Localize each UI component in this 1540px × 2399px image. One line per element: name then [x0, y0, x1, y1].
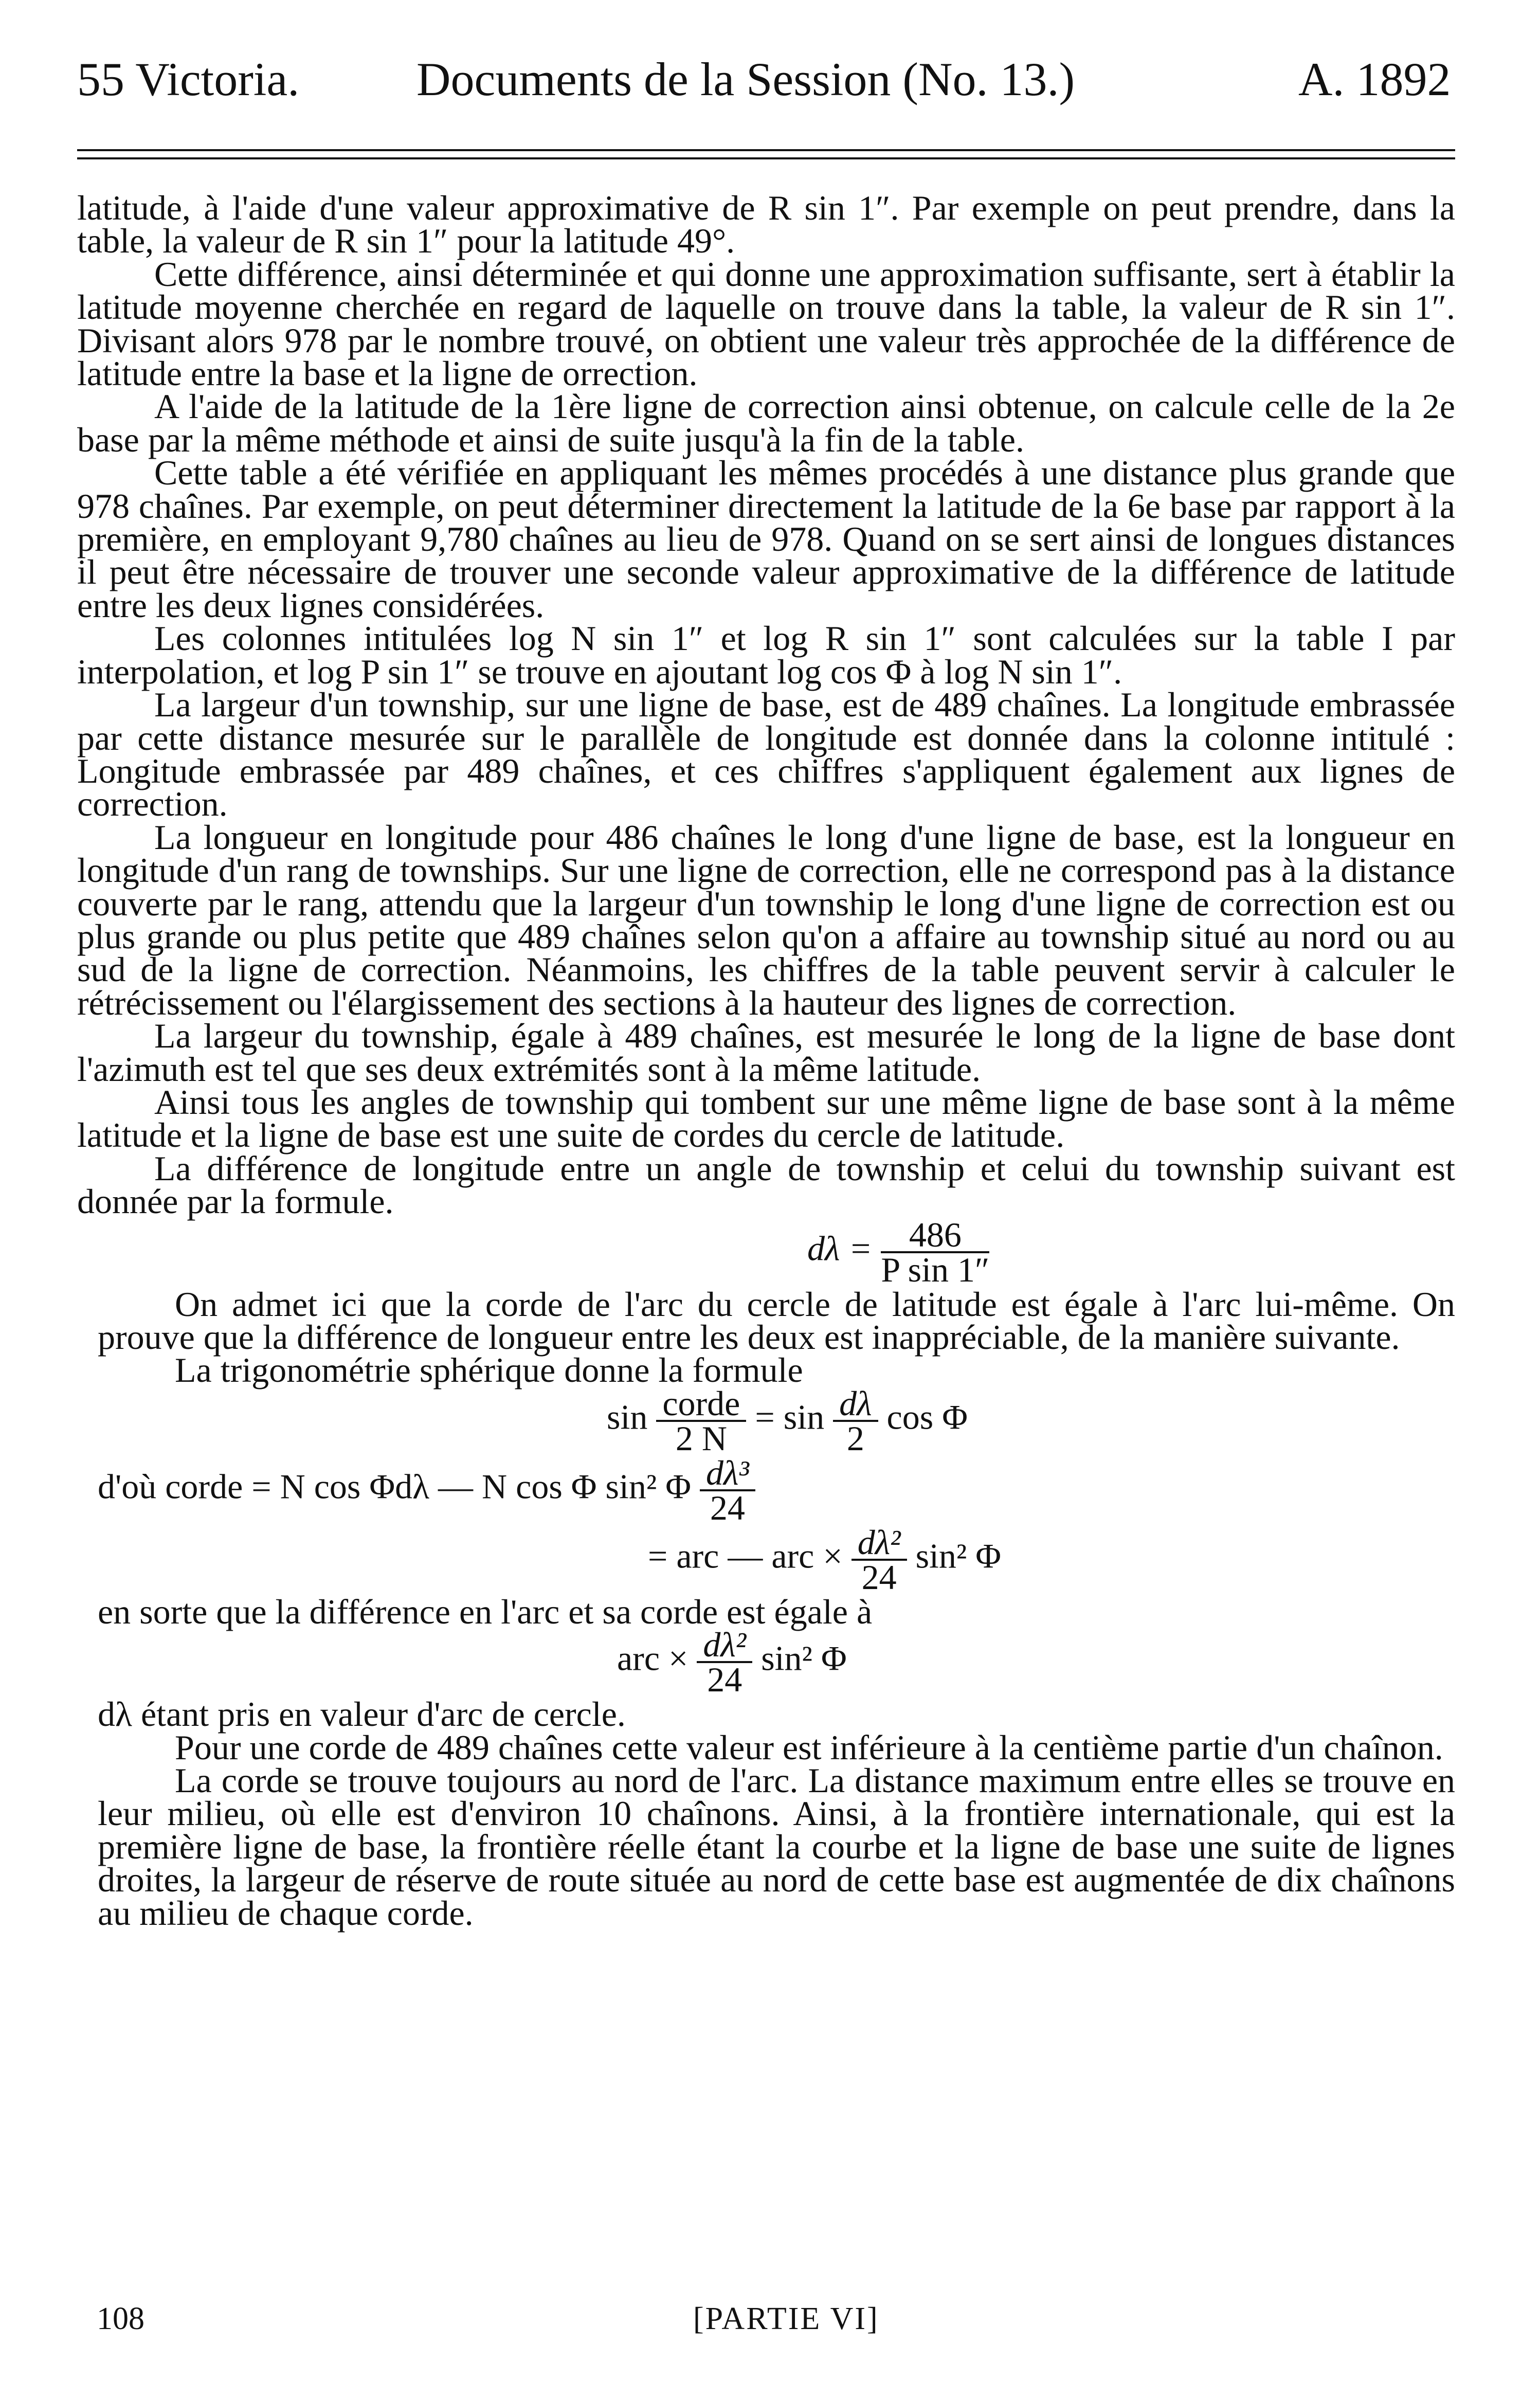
paragraph-16: La corde se trouve toujours au nord de l'arc. La distance maximum entre elles se trouve en leur milieu, où elle est d'environ 10 chaînons. Ainsi, à la frontière internationale, qui est la première ligne de base, la frontière réelle étant la courbe et la ligne de base une suite de lignes droites, la largeur de réserve de route située au nord de cette base est augmentée de dix chaînons au milieu de chaque corde.: [98, 1761, 1455, 1933]
eq2-rhs: cos Φ: [886, 1397, 968, 1437]
paragraph-3: A l'aide de la latitude de la 1ère ligne de correction ainsi obtenue, on calcule celle de la 2e base par la même méthode et ainsi de suite jusqu'à la fin de la table.: [77, 387, 1455, 459]
header-title: Documents de la Session (No. 13.): [416, 53, 1075, 105]
eq2-lhs: sin: [607, 1397, 648, 1437]
paragraph-7: La longueur en longitude pour 486 chaînes le long d'une ligne de base, est la longueur en longitude d'un rang de townships. Sur une ligne de correction, elle ne correspond pas à la distance couverte par le rang, attendu que la largeur d'un township le long d'une ligne de correction est ou plus grande ou plus petite que 489 chaînes selon qu'on a affaire au township situé au nord ou au sud de la ligne de correction. Néanmoins, les chiffres de la table peuvent servir à calculer le rétrécissement ou l'élargissement des sections à la hauteur des lignes de correction.: [77, 817, 1455, 1022]
paragraph-8: La largeur du township, égale à 489 chaînes, est mesurée le long de la ligne de base dont l'azimuth est tel que ses deux extrémités sont à la même latitude.: [77, 1016, 1455, 1089]
equation-2: [77, 1383, 1455, 1458]
eq4-fraction: [851, 1522, 907, 1597]
eq2-numerator-2: dλ: [833, 1387, 878, 1422]
paragraph-13: en sorte que la différence en l'arc et sa corde est égale à: [98, 1592, 873, 1631]
eq1-lhs: dλ =: [807, 1229, 873, 1268]
header-volume: 55 Victoria.: [77, 53, 300, 105]
eq3-denominator: 24: [710, 1488, 745, 1527]
eq3-fraction: [700, 1453, 755, 1527]
header-rule-top: [77, 149, 1455, 151]
paragraph-2: Cette différence, ainsi déterminée et qui donne une approximation suffisante, sert à établir la latitude moyenne cherchée en regard de laquelle on trouve dans la table, la valeur de R sin 1″. Divisant alors 978 par le nombre trouvé, on obtient une valeur très approchée de la différence de latitude entre la base et la ligne de orrection.: [77, 254, 1455, 393]
paragraph-11: On admet ici que la corde de l'arc du cercle de latitude est égale à l'arc lui-même. On prouve que la différence de longueur entre les deux est inappréciable, de la manière suivante.: [98, 1284, 1455, 1357]
paragraph-10: La différence de longitude entre un angle de township et celui du township suivant est donnée par la formule.: [77, 1148, 1455, 1221]
eq2-denominator-1: 2 N: [675, 1418, 727, 1458]
paragraph-9: Ainsi tous les angles de township qui tombent sur une même ligne de base sont à la même latitude et la ligne de base est une suite de cordes du cercle de latitude.: [77, 1082, 1455, 1155]
section-label: [PARTIE VI]: [693, 2301, 879, 2336]
paragraph-6: La largeur d'un township, sur une ligne de base, est de 489 chaînes. La longitude embrassée par cette distance mesurée sur le parallèle de longitude est donnée dans la colonne intitulé : Longitude embrassée par 489 chaînes, et ces chiffres s'appliquent également aux lignes de correction.: [77, 685, 1455, 824]
equation-5: [77, 1625, 1455, 1700]
paragraph-14: dλ étant pris en valeur d'arc de cercle.: [98, 1694, 626, 1734]
eq3-numerator: dλ³: [700, 1456, 755, 1491]
eq5-denominator: 24: [707, 1660, 742, 1700]
eq5-fraction: [697, 1625, 752, 1700]
eq1-fraction: [881, 1215, 990, 1289]
equation-4: [77, 1522, 1455, 1597]
eq4-lhs: = arc — arc ×: [648, 1536, 843, 1576]
document-body: [77, 188, 1455, 1933]
eq3-lhs: d'où corde = N cos Φdλ — N cos Φ sin² Φ: [98, 1467, 691, 1506]
page-number: 108: [97, 2301, 144, 2336]
paragraph-15: Pour une corde de 489 chaînes cette valeur est inférieure à la centième partie d'un chaînon.: [175, 1727, 1443, 1767]
paragraph-12: La trigonométrie sphérique donne la formule: [175, 1350, 803, 1390]
paragraph-1: latitude, à l'aide d'une valeur approximative de R sin 1″. Par exemple on peut prendre, dans la table, la valeur de R sin 1″ pour la latitude 49°.: [77, 188, 1455, 261]
header-rule-bottom: [77, 157, 1455, 159]
equation-3: [77, 1453, 1455, 1527]
eq5-rhs: sin² Φ: [761, 1638, 847, 1678]
eq5-lhs: arc ×: [617, 1638, 689, 1678]
eq2-fraction-2: [833, 1383, 878, 1458]
eq4-rhs: sin² Φ: [915, 1536, 1002, 1576]
header-year: A. 1892: [1298, 53, 1451, 105]
eq2-numerator-1: corde: [656, 1387, 746, 1422]
eq2-fraction-1: [656, 1383, 746, 1458]
paragraph-4: Cette table a été vérifiée en appliquant les mêmes procédés à une distance plus grande que 978 chaînes. Par exemple, on peut déterminer directement la latitude de la 6e base par rapport à la première, en employant 9,780 chaînes au lieu de 978. Quand on se sert ainsi de longues distances il peut être nécessaire de trouver une seconde valeur approximative de la différence de latitude entre les deux lignes considérées.: [77, 453, 1455, 625]
eq1-numerator: 486: [881, 1218, 989, 1253]
equation-1: [77, 1215, 1455, 1289]
eq1-denominator: P sin 1″: [881, 1250, 990, 1289]
eq4-denominator: 24: [861, 1557, 897, 1597]
paragraph-5: Les colonnes intitulées log N sin 1″ et log R sin 1″ sont calculées sur la table I par interpolation, et log P sin 1″ se trouve en ajoutant log cos Φ à log N sin 1″.: [77, 619, 1455, 691]
eq4-numerator: dλ²: [851, 1526, 907, 1561]
eq5-numerator: dλ²: [697, 1628, 752, 1663]
eq2-denominator-2: 2: [846, 1418, 864, 1458]
eq2-mid: = sin: [755, 1397, 825, 1437]
